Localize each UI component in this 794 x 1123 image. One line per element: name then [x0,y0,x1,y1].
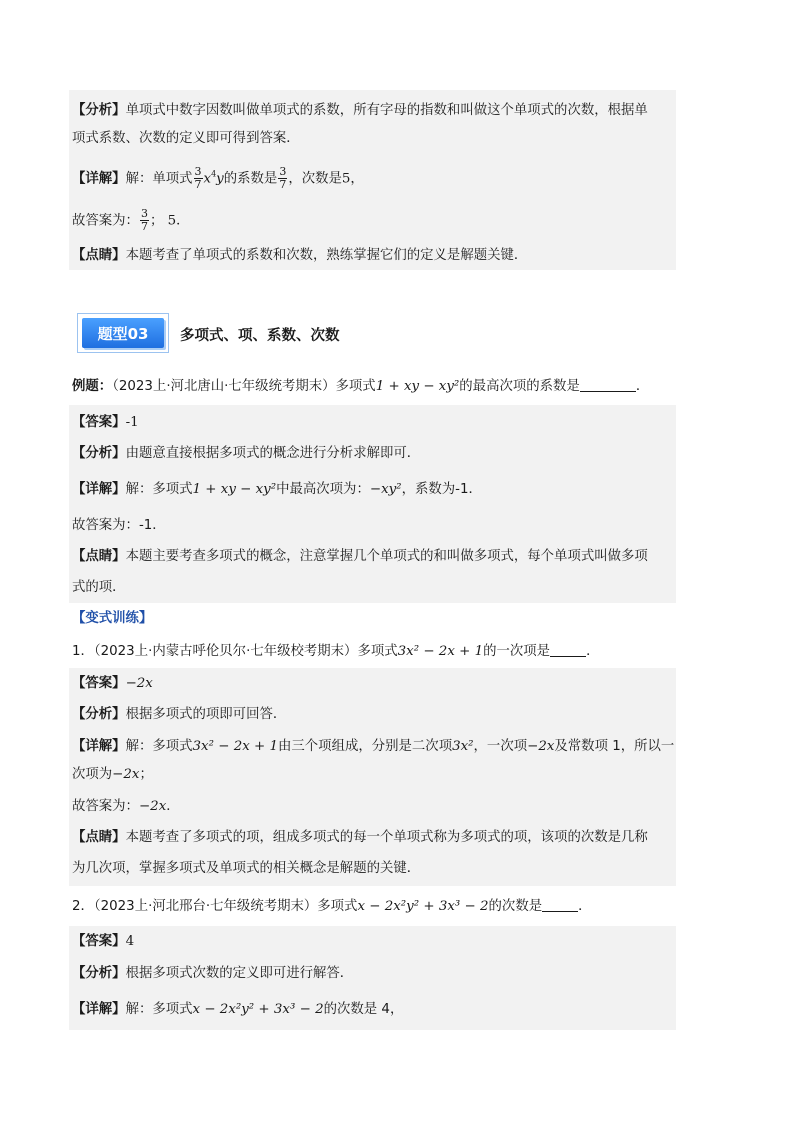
example-detail: 【详解】解：多项式1 + xy − xy²中最高次项为：−xy²，系数为-1． [72,482,482,497]
q1-analysis: 【分析】根据多项式的项即可回答． [72,707,287,722]
q1-answer-blank [550,642,586,657]
example-expression: 1 + xy − xy² [375,379,460,394]
q1-point-1: 【点睛】本题考查了多项式的项，组成多项式的每一个单项式称为多项式的项，该项的次数是几称 [72,830,648,845]
answer-fraction: $\frac{3}{7}$ [140,207,148,233]
q2-question: 2．（2023上·河北邢台·七年级统考期末）多项式x − 2x²y² + 3x³ − 2的次数是 ． [72,899,592,914]
q1-answer: 【答案】−2x [72,676,153,691]
example-point-1: 【点睛】本题主要考查多项式的概念，注意掌握几个单项式的和叫做多项式，每个单项式叫做多项 [72,549,648,564]
solution-box-q1 [69,668,676,886]
answer-line: 故答案为： $\frac{3}{7}$ ； 5． [72,207,190,233]
point-line: 【点睛】本题考查了单项式的系数和次数，熟练掌握它们的定义是解题关键． [72,248,528,263]
example-analysis: 【分析】由题意直接根据多项式的概念进行分析求解即可． [72,446,421,461]
q2-answer-blank [542,897,578,912]
analysis-text: 单项式中数字因数叫做单项式的系数，所有字母的指数和叫做这个单项式的次数，根据单 [125,103,648,118]
q2-answer: 【答案】4 [72,934,135,949]
detail-line: 【详解】解：单项式 $\frac{3}{7}$ $x^4y$的系数是 $\frac{3}{7}$ ，次数是5， [72,165,364,191]
q1-point-2: 为几次项，掌握多项式及单项式的相关概念是解题的关键． [72,861,421,876]
analysis-line-1 [72,101,648,121]
analysis-line-2 [72,129,300,149]
analysis-tag: 【分析】 [72,103,126,118]
detail-tag: 【详解】 [72,171,126,187]
example-question: 例题：（2023上·河北唐山·七年级统考期末）多项式1 + xy − xy²的最高次项的系数是 ． [72,379,650,394]
q2-analysis: 【分析】根据多项式次数的定义即可进行解答． [72,966,354,981]
q1-detail-2: 次项为−2x； [72,767,153,782]
variant-heading: 【变式训练】 [72,611,153,626]
detail-pre: 解：单项式 [125,171,193,187]
section-title: 多项式、项、系数、次数 [180,328,340,344]
point-tag: 【点睛】 [72,248,126,263]
example-answer: 【答案】-1 [72,415,139,430]
q1-question: 1．（2023上·内蒙古呼伦贝尔·七年级校考期末）多项式3x² − 2x + 1的一次项是 ． [72,644,600,659]
example-point-2: 式的项． [72,580,126,595]
example-final: 故答案为：-1． [72,518,166,533]
fraction: $\frac{3}{7}$ [194,165,202,191]
q1-final: 故答案为：−2x． [72,799,180,814]
solution-box-example [69,405,676,603]
section-badge: 题型03 [82,318,164,348]
section-badge-frame [77,313,169,353]
fraction-coefficient: $\frac{3}{7}$ [279,165,287,191]
q2-detail: 【详解】解：多项式x − 2x²y² + 3x³ − 2的次数是 4， [72,1002,404,1017]
q1-detail-1: 【详解】解：多项式3x² − 2x + 1由三个项组成，分别是二次项3x²，一次项−2x及常数项 1，所以一 [72,739,675,754]
answer-blank [580,377,636,392]
analysis-text-cont: 项式系数、次数的定义即可得到答案． [72,131,300,146]
